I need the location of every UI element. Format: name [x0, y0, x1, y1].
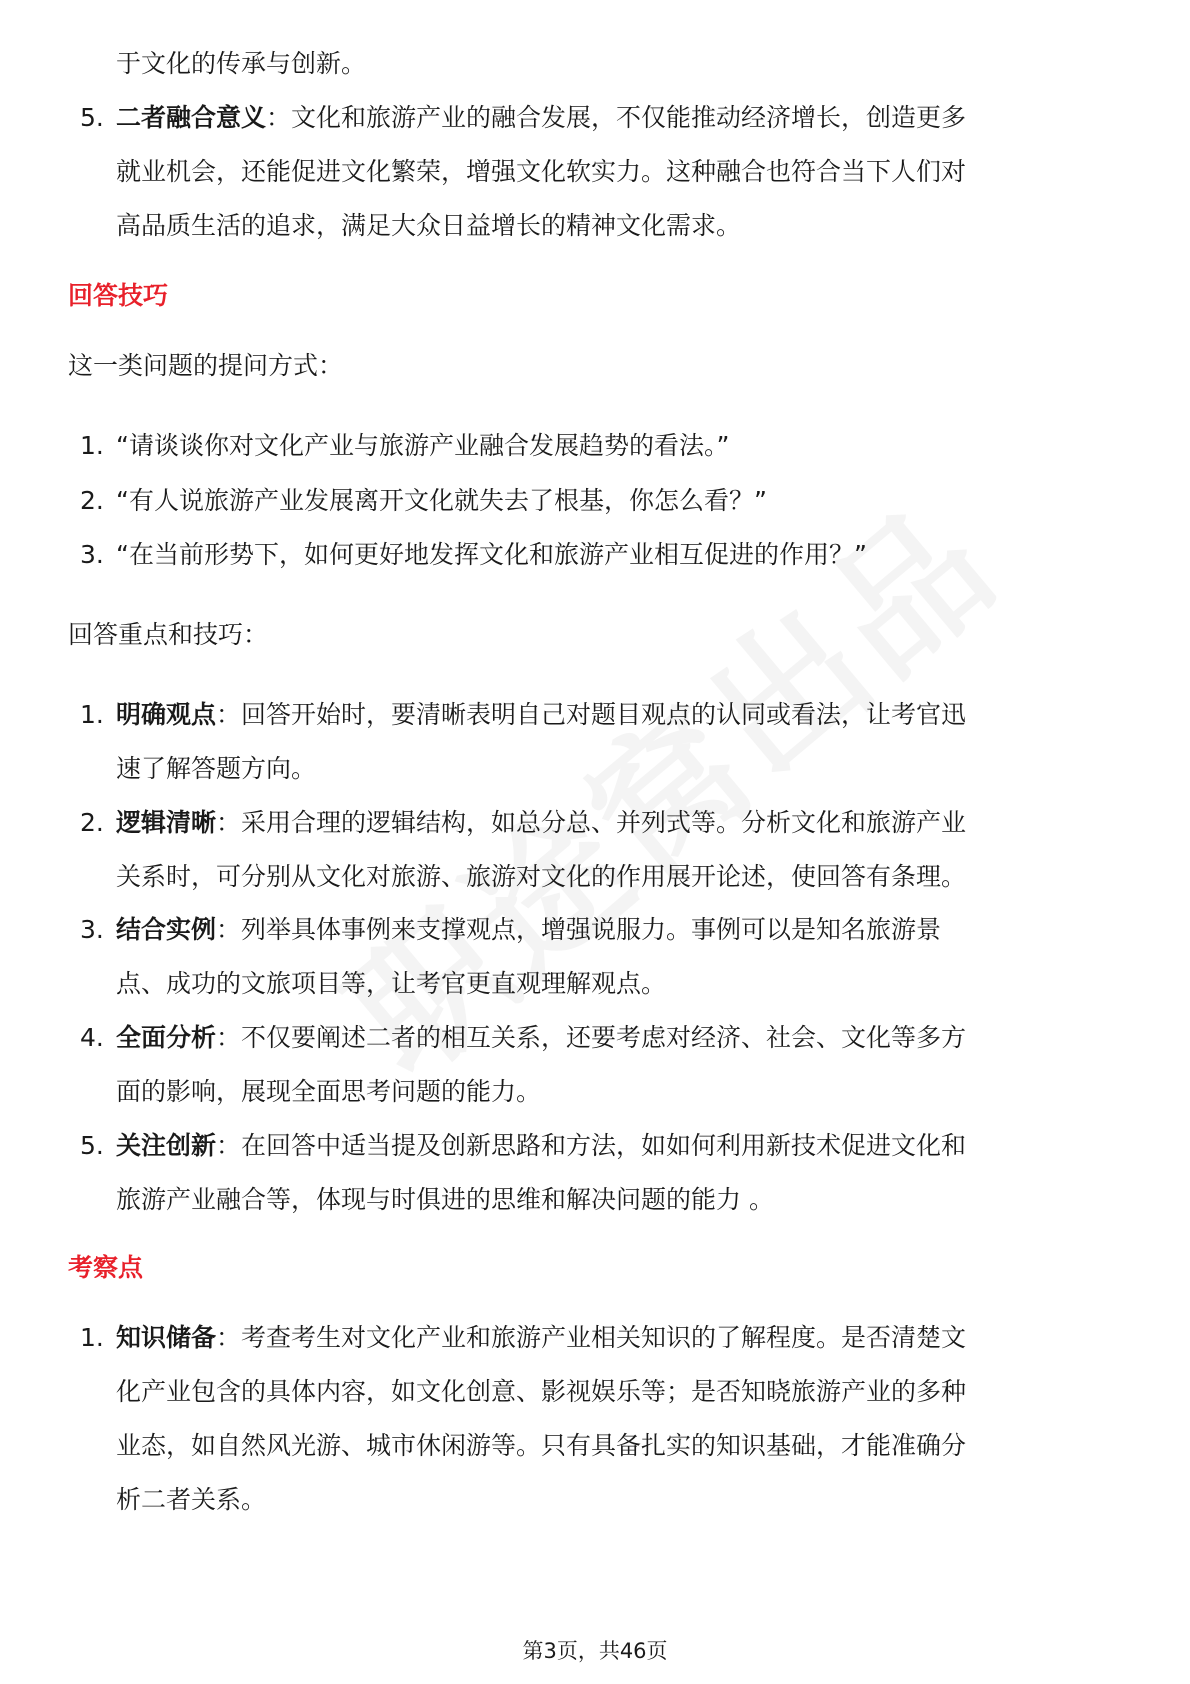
section-heading-tips: 回答技巧	[68, 281, 169, 310]
item-text: 文化和旅游产业的融合发展，不仅能推动经济增长，创造更多	[291, 103, 967, 132]
key-intro: 回答重点和技巧：	[68, 620, 269, 649]
item-text: 考查考生对文化产业和旅游产业相关知识的了解程度。是否清楚文	[241, 1323, 967, 1352]
item-text: 列举具体事例来支撑观点，增强说服力。事例可以是知名旅游景	[241, 915, 942, 944]
item-separator: ：	[216, 1131, 242, 1160]
question-item: “有人说旅游产业发展离开文化就失去了根基，你怎么看？”	[116, 486, 767, 515]
list-line: 速了解答题方向。	[116, 754, 317, 783]
list-number: 1.	[80, 1323, 104, 1352]
question-item: “请谈谈你对文化产业与旅游产业融合发展趋势的看法。”	[116, 431, 730, 460]
list-line: 关系时，可分别从文化对旅游、旅游对文化的作用展开论述，使回答有条理。	[116, 862, 967, 891]
list-line	[116, 1021, 966, 1055]
list-line	[116, 101, 966, 135]
list-number: 3.	[80, 540, 104, 569]
list-number: 2.	[80, 486, 104, 515]
item-separator: ：	[216, 700, 242, 729]
item-title: 逻辑清晰	[116, 808, 217, 837]
list-line	[116, 806, 966, 840]
item-text: 采用合理的逻辑结构，如总分总、并列式等。分析文化和旅游产业	[241, 808, 967, 837]
item-title: 结合实例	[116, 915, 217, 944]
list-line: 旅游产业融合等，体现与时俱进的思维和解决问题的能力 。	[116, 1185, 774, 1214]
list-number: 2.	[80, 808, 104, 837]
list-number: 3.	[80, 915, 104, 944]
list-line: 点、成功的文旅项目等，让考官更直观理解观点。	[116, 969, 667, 998]
list-number: 1.	[80, 700, 104, 729]
item-title: 全面分析	[116, 1023, 217, 1052]
intro-tail: 于文化的传承与创新。	[116, 49, 367, 78]
item-text: 不仅要阐述二者的相互关系，还要考虑对经济、社会、文化等多方	[241, 1023, 967, 1052]
item-title: 二者融合意义	[116, 103, 267, 132]
list-line	[116, 1129, 966, 1163]
list-line: 析二者关系。	[116, 1485, 267, 1514]
item-title: 知识储备	[116, 1323, 217, 1352]
item-separator: ：	[216, 1323, 242, 1352]
item-separator: ：	[266, 103, 292, 132]
page-footer: 第3页，共46页	[522, 1639, 668, 1663]
list-line	[116, 913, 941, 947]
item-separator: ：	[216, 915, 242, 944]
item-text: 在回答中适当提及创新思路和方法，如如何利用新技术促进文化和	[241, 1131, 967, 1160]
list-number: 1.	[80, 431, 104, 460]
section-heading-assessment: 考察点	[68, 1253, 144, 1282]
list-number: 4.	[80, 1023, 104, 1052]
list-line	[116, 1321, 966, 1355]
list-line: 就业机会，还能促进文化繁荣，增强文化软实力。这种融合也符合当下人们对	[116, 157, 967, 186]
item-text: 回答开始时，要清晰表明自己对题目观点的认同或看法，让考官迅	[241, 700, 967, 729]
list-number: 5.	[80, 1131, 104, 1160]
list-line: 高品质生活的追求，满足大众日益增长的精神文化需求。	[116, 211, 742, 240]
item-separator: ：	[216, 1023, 242, 1052]
question-item: “在当前形势下，如何更好地发挥文化和旅游产业相互促进的作用？”	[116, 540, 867, 569]
list-line: 业态，如自然风光游、城市休闲游等。只有具备扎实的知识基础，才能准确分	[116, 1431, 967, 1460]
item-separator: ：	[216, 808, 242, 837]
question-intro: 这一类问题的提问方式：	[68, 351, 344, 380]
watermark	[297, 422, 1064, 1115]
list-line: 化产业包含的具体内容，如文化创意、影视娱乐等；是否知晓旅游产业的多种	[116, 1377, 967, 1406]
item-title: 关注创新	[116, 1131, 217, 1160]
item-title: 明确观点	[116, 700, 217, 729]
list-number: 5.	[80, 103, 104, 132]
list-line: 面的影响，展现全面思考问题的能力。	[116, 1077, 542, 1106]
list-line	[116, 698, 966, 732]
